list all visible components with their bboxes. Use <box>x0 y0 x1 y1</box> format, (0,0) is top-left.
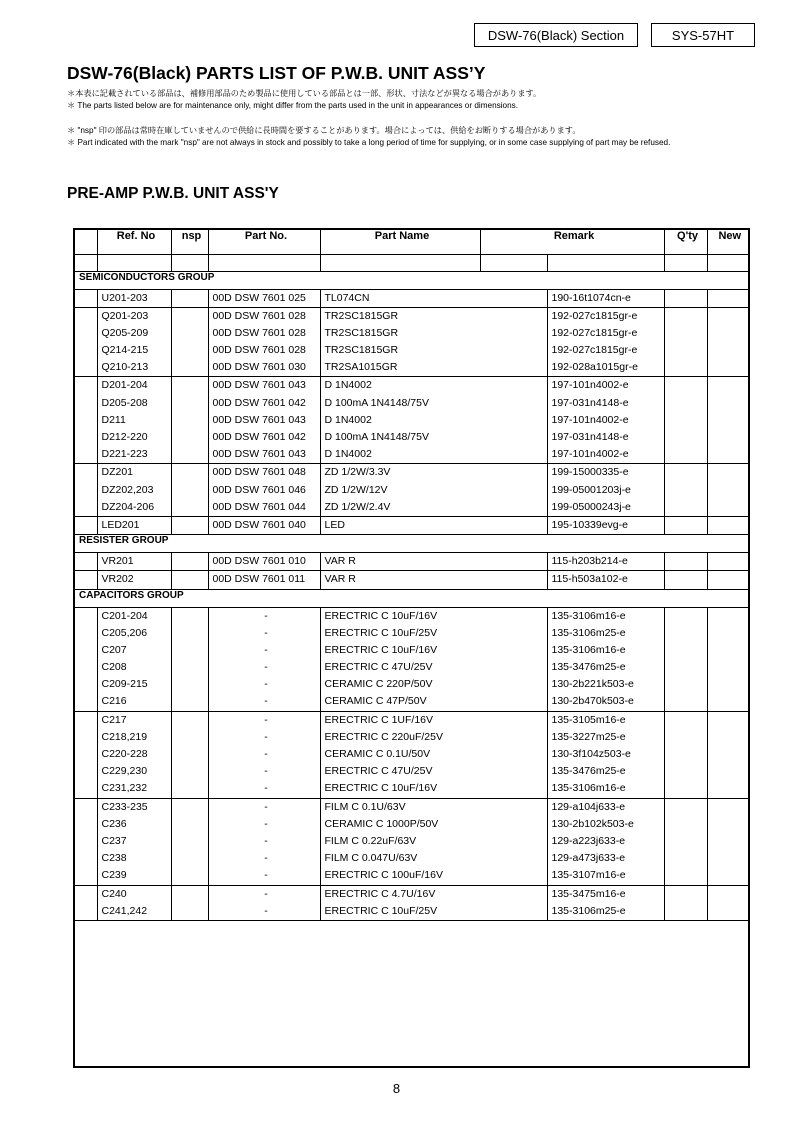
remark: 135-3106m25-e <box>551 904 626 917</box>
remark: 192-027c1815gr-e <box>551 309 638 322</box>
part-name: ERECTRIC C 47U/25V <box>324 661 433 674</box>
part-no: - <box>264 695 268 708</box>
header-remark: Remark <box>480 230 664 254</box>
blank-cell <box>75 307 97 377</box>
table-row-block <box>75 553 748 571</box>
ref-no: C238 <box>101 852 127 865</box>
part-name: ERECTRIC C 10uF/16V <box>324 782 438 795</box>
table-row-block <box>75 885 748 920</box>
ref-no: C216 <box>101 695 127 708</box>
new-cell <box>707 571 748 589</box>
header-blank <box>75 230 97 254</box>
part-no: 00D DSW 7601 028 <box>212 326 306 339</box>
part-name: D 100mA 1N4148/75V <box>324 396 429 409</box>
qty-cell <box>664 885 707 920</box>
ref-no: Q201-203 <box>101 309 149 322</box>
remark-spacer-cell <box>480 289 547 307</box>
ref-no: D221-223 <box>101 448 148 461</box>
part-name: TR2SC1815GR <box>324 309 399 322</box>
part-name: TR2SC1815GR <box>324 344 399 357</box>
part-name: LED <box>324 518 345 531</box>
group-header-row <box>75 535 748 553</box>
blank-cell <box>75 885 97 920</box>
part-no: - <box>264 678 268 691</box>
blank-cell <box>75 377 97 464</box>
group-header-row <box>75 589 748 607</box>
qty-cell <box>664 289 707 307</box>
nsp-cell <box>171 377 208 464</box>
nsp-cell <box>171 607 208 711</box>
remark: 135-3107m16-e <box>551 869 626 882</box>
model-label: SYS-57HT <box>651 23 755 47</box>
part-name: VAR R <box>324 573 356 586</box>
part-no: 00D DSW 7601 043 <box>212 379 306 392</box>
part-name: CERAMIC C 47P/50V <box>324 695 427 708</box>
blank-cell <box>75 516 97 534</box>
part-name: ZD 1/2W/2.4V <box>324 500 391 513</box>
part-no: 00D DSW 7601 010 <box>212 555 306 568</box>
part-name: FILM C 0.1U/63V <box>324 800 406 813</box>
remark: 115-h203b214-e <box>551 555 628 568</box>
ref-no: VR202 <box>101 573 134 586</box>
remark-spacer-cell <box>480 377 547 464</box>
new-cell <box>707 711 748 798</box>
qty-cell <box>664 464 707 517</box>
page-number: 8 <box>392 1081 401 1096</box>
part-no: - <box>264 869 268 882</box>
nsp-cell <box>171 464 208 517</box>
part-name: D 1N4002 <box>324 413 372 426</box>
blank-cell <box>75 553 97 571</box>
remark: 129-a473j633-e <box>551 852 626 865</box>
part-name: TR2SC1815GR <box>324 326 399 339</box>
new-cell <box>707 307 748 377</box>
header-new: New <box>707 230 748 254</box>
part-no: - <box>264 713 268 726</box>
remark-spacer-cell <box>480 307 547 377</box>
remark: 135-3476m25-e <box>551 765 626 778</box>
part-name: ERECTRIC C 220uF/25V <box>324 730 443 743</box>
remark: 192-027c1815gr-e <box>551 344 638 357</box>
ref-no: C218,219 <box>101 730 148 743</box>
remark: 135-3227m25-e <box>551 730 626 743</box>
note-jp-2: ＊ "nsp" 印の部品は常時在庫していませんので供給に長時間を要することがあります。場合によっては、供給をお断りする場合があります。 <box>67 126 581 135</box>
table-row-block <box>75 571 748 589</box>
part-no: - <box>264 643 268 656</box>
part-no: - <box>264 817 268 830</box>
part-no: - <box>264 730 268 743</box>
ref-no: Q205-209 <box>101 326 149 339</box>
remark-spacer-cell <box>480 711 547 798</box>
ref-no: C207 <box>101 643 127 656</box>
nsp-cell <box>171 289 208 307</box>
group-header-row <box>75 271 748 289</box>
blank-cell <box>75 289 97 307</box>
part-name: TL074CN <box>324 291 370 304</box>
new-cell <box>707 553 748 571</box>
part-name: CERAMIC C 220P/50V <box>324 678 433 691</box>
ref-no: C205,206 <box>101 626 148 639</box>
ref-no: C239 <box>101 869 127 882</box>
remark: 135-3106m25-e <box>551 626 626 639</box>
remark: 135-3106m16-e <box>551 643 626 656</box>
nsp-cell <box>171 798 208 885</box>
new-cell <box>707 798 748 885</box>
header-ref: Ref. No <box>97 230 171 254</box>
qty-cell <box>664 377 707 464</box>
part-no: 00D DSW 7601 028 <box>212 309 306 322</box>
remark: 197-031n4148-e <box>551 431 629 443</box>
remark: 190-16t1074cn-e <box>551 291 631 304</box>
part-name: D 1N4002 <box>324 448 372 461</box>
part-no: 00D DSW 7601 030 <box>212 361 306 374</box>
new-cell <box>707 464 748 517</box>
table-row-block <box>75 289 748 307</box>
nsp-cell <box>171 553 208 571</box>
remark: 115-h503a102-e <box>551 573 628 586</box>
table-row-block <box>75 798 748 885</box>
ref-no: DZ204-206 <box>101 500 155 513</box>
part-no: 00D DSW 7601 042 <box>212 396 306 409</box>
remark: 135-3476m25-e <box>551 661 626 674</box>
remark-spacer-cell <box>480 798 547 885</box>
remark-spacer-cell <box>480 464 547 517</box>
part-name: ERECTRIC C 10uF/25V <box>324 626 438 639</box>
new-cell <box>707 607 748 711</box>
part-no: - <box>264 834 268 847</box>
part-name: ZD 1/2W/12V <box>324 483 388 496</box>
new-cell <box>707 377 748 464</box>
ref-no: C233-235 <box>101 800 148 813</box>
nsp-cell <box>171 711 208 798</box>
part-name: ERECTRIC C 10uF/25V <box>324 904 438 917</box>
part-name: ERECTRIC C 10uF/16V <box>324 643 438 656</box>
ref-no: C240 <box>101 887 127 900</box>
new-cell <box>707 289 748 307</box>
remark: 130-2b470k503-e <box>551 695 634 708</box>
remark: 135-3106m16-e <box>551 609 626 622</box>
note-jp-1: ＊本表に記載されている部品は、補修用部品のため製品に使用している部品とは一部、形状、寸法などが異なる場合があります。 <box>67 89 542 98</box>
ref-no: Q214-215 <box>101 344 149 357</box>
qty-cell <box>664 307 707 377</box>
qty-cell <box>664 798 707 885</box>
ref-no: D201-204 <box>101 379 148 392</box>
part-no: - <box>264 800 268 813</box>
part-name: ZD 1/2W/3.3V <box>324 466 391 479</box>
remark: 135-3105m16-e <box>551 713 626 726</box>
remark: 199-05000243j-e <box>551 500 631 513</box>
qty-cell <box>664 571 707 589</box>
part-no: 00D DSW 7601 028 <box>212 344 306 357</box>
part-name: D 100mA 1N4148/75V <box>324 431 429 443</box>
table-row-block <box>75 711 748 798</box>
remark: 197-101n4002-e <box>551 413 629 426</box>
part-no: 00D DSW 7601 043 <box>212 448 306 461</box>
remark: 197-031n4148-e <box>551 396 629 409</box>
remark-spacer-cell <box>480 553 547 571</box>
remark: 192-027c1815gr-e <box>551 326 638 339</box>
part-name: TR2SA1015GR <box>324 361 398 374</box>
remark: 197-101n4002-e <box>551 379 629 392</box>
header-part-no: Part No. <box>208 230 320 254</box>
qty-cell <box>664 711 707 798</box>
part-no: - <box>264 782 268 795</box>
part-name: FILM C 0.22uF/63V <box>324 834 417 847</box>
remark-spacer-cell <box>480 571 547 589</box>
ref-no: C217 <box>101 713 127 726</box>
ref-no: VR201 <box>101 555 134 568</box>
table-row-block <box>75 464 748 517</box>
blank-cell <box>75 464 97 517</box>
ref-no: LED201 <box>101 518 140 531</box>
qty-cell <box>664 553 707 571</box>
part-name: FILM C 0.047U/63V <box>324 852 418 865</box>
group-title: CAPACITORS GROUP <box>75 589 748 607</box>
remark: 195-10339evg-e <box>551 518 628 531</box>
part-no: 00D DSW 7601 040 <box>212 518 306 531</box>
section-label: DSW-76(Black) Section <box>474 23 638 47</box>
ref-no: DZ202,203 <box>101 483 154 496</box>
remark: 130-3f104z503-e <box>551 748 631 760</box>
part-no: 00D DSW 7601 042 <box>212 431 306 443</box>
nsp-cell <box>171 516 208 534</box>
remark: 129-a104j633-e <box>551 800 626 813</box>
ref-no: C220-228 <box>101 748 148 760</box>
table-row-block <box>75 307 748 377</box>
ref-no: D211 <box>101 413 126 426</box>
remark: 129-a223j633-e <box>551 834 626 847</box>
part-name: D 1N4002 <box>324 379 372 392</box>
part-name: CERAMIC C 1000P/50V <box>324 817 439 830</box>
table-row-block <box>75 516 748 534</box>
part-no: 00D DSW 7601 048 <box>212 466 306 479</box>
blank-cell <box>75 571 97 589</box>
remark: 130-2b221k503-e <box>551 678 634 691</box>
header-part-name: Part Name <box>320 230 480 254</box>
part-name: VAR R <box>324 555 356 568</box>
nsp-cell <box>171 307 208 377</box>
qty-cell <box>664 516 707 534</box>
part-name: ERECTRIC C 100uF/16V <box>324 869 443 882</box>
ref-no: C236 <box>101 817 127 830</box>
table-header-row <box>75 230 748 254</box>
ref-no: C231,232 <box>101 782 148 795</box>
note-en-2: ＊ Part indicated with the mark "nsp" are not always in stock and possibly to take a long period of time for supplying, or in some case supplying of part may be refused. <box>67 138 671 147</box>
part-no: - <box>264 765 268 778</box>
ref-no: U201-203 <box>101 291 148 304</box>
new-cell <box>707 885 748 920</box>
ref-no: C208 <box>101 661 127 674</box>
table-row-block <box>75 607 748 711</box>
part-no: - <box>264 609 268 622</box>
ref-no: DZ201 <box>101 466 134 479</box>
ref-no: C241,242 <box>101 904 148 917</box>
remark: 199-15000335-e <box>551 466 629 479</box>
part-name: CERAMIC C 0.1U/50V <box>324 748 431 760</box>
remark-spacer-cell <box>480 885 547 920</box>
new-cell <box>707 516 748 534</box>
part-no: 00D DSW 7601 043 <box>212 413 306 426</box>
nsp-cell <box>171 885 208 920</box>
blank-cell <box>75 711 97 798</box>
ref-no: C229,230 <box>101 765 148 778</box>
remark: 197-101n4002-e <box>551 448 629 461</box>
ref-no: C209-215 <box>101 678 148 691</box>
part-no: - <box>264 904 268 917</box>
remark: 199-05001203j-e <box>551 483 631 496</box>
part-name: ERECTRIC C 4.7U/16V <box>324 887 436 900</box>
part-name: ERECTRIC C 47U/25V <box>324 765 433 778</box>
remark: 135-3106m16-e <box>551 782 626 795</box>
ref-no: D212-220 <box>101 431 148 443</box>
ref-no: D205-208 <box>101 396 148 409</box>
part-name: ERECTRIC C 10uF/16V <box>324 609 438 622</box>
remark-spacer-cell <box>480 516 547 534</box>
blank-cell <box>75 798 97 885</box>
blank-cell <box>75 607 97 711</box>
table-subheader-row <box>75 254 748 271</box>
part-name: ERECTRIC C 1UF/16V <box>324 713 434 726</box>
part-no: 00D DSW 7601 011 <box>212 573 306 586</box>
part-no: 00D DSW 7601 046 <box>212 483 306 496</box>
part-no: - <box>264 852 268 865</box>
header-qty: Q'ty <box>664 230 707 254</box>
qty-cell <box>664 607 707 711</box>
section-title: PRE-AMP P.W.B. UNIT ASS'Y <box>67 185 279 202</box>
page-title: DSW-76(Black) PARTS LIST OF P.W.B. UNIT ASS’Y <box>67 63 486 83</box>
part-no: - <box>264 748 268 760</box>
group-title: SEMICONDUCTORS GROUP <box>75 271 748 289</box>
table-row-block <box>75 377 748 464</box>
remark-spacer-cell <box>480 607 547 711</box>
group-title: RESISTER GROUP <box>75 535 748 553</box>
remark: 192-028a1015gr-e <box>551 361 638 374</box>
remark: 130-2b102k503-e <box>551 817 634 830</box>
parts-table <box>73 228 750 1068</box>
part-no: - <box>264 626 268 639</box>
note-en-1: ＊ The parts listed below are for maintenance only, might differ from the parts used in the unit in appearances or dimensions. <box>67 101 519 110</box>
ref-no: Q210-213 <box>101 361 149 374</box>
remark: 135-3475m16-e <box>551 887 626 900</box>
part-no: 00D DSW 7601 044 <box>212 500 306 513</box>
part-no: - <box>264 661 268 674</box>
nsp-cell <box>171 571 208 589</box>
ref-no: C237 <box>101 834 127 847</box>
part-no: 00D DSW 7601 025 <box>212 291 306 304</box>
header-nsp: nsp <box>171 230 208 254</box>
part-no: - <box>264 887 268 900</box>
ref-no: C201-204 <box>101 609 148 622</box>
